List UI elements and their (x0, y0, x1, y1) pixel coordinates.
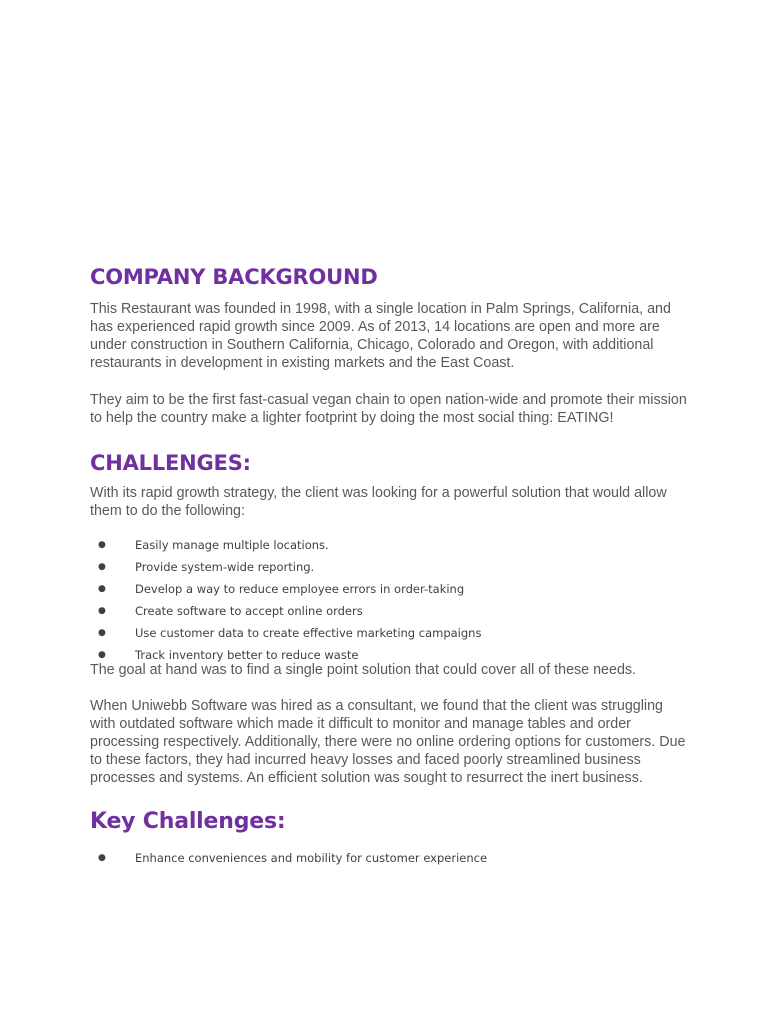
company-background-heading: COMPANY BACKGROUND (90, 265, 378, 289)
bullet-icon: ● (98, 606, 106, 616)
challenges-list (90, 534, 690, 666)
list-item (90, 578, 690, 600)
list-item (90, 644, 690, 666)
bullet-icon: ● (98, 853, 106, 863)
company-background-paragraph-2: They aim to be the first fast-casual vegan chain to open nation-wide and promote their mission to help the country make a lighter footprint by doing the most social thing: EATING! (90, 392, 687, 426)
list-item-text: Use customer data to create effective marketing campaigns (135, 626, 482, 640)
list-item (90, 847, 690, 869)
company-background-paragraph-1: This Restaurant was founded in 1998, with a single location in Palm Springs, California, and has experienced rapid growth since 2009. As of 2013, 14 locations are open and more are under construction in Southern California, Chicago, Colorado and Oregon, with additional restaurants in development in existing markets and the East Coast. (90, 301, 671, 371)
list-item-text: Enhance conveniences and mobility for customer experience (135, 851, 488, 865)
list-item-text: Easily manage multiple locations. (135, 538, 329, 552)
list-item (90, 622, 690, 644)
bullet-icon: ● (98, 562, 106, 572)
list-item (90, 600, 690, 622)
challenges-heading: CHALLENGES: (90, 451, 251, 475)
bullet-icon: ● (98, 584, 106, 594)
goal-paragraph: The goal at hand was to find a single point solution that could cover all of these needs. (90, 662, 637, 678)
list-item-text: Create software to accept online orders (135, 604, 363, 618)
bullet-icon: ● (98, 650, 106, 660)
list-item-text: Develop a way to reduce employee errors in order-taking (135, 582, 465, 596)
list-item (90, 556, 690, 578)
key-challenges-list (90, 847, 690, 869)
list-item-text: Provide system-wide reporting. (135, 560, 315, 574)
list-item-text: Track inventory better to reduce waste (135, 648, 359, 662)
consultant-paragraph: When Uniwebb Software was hired as a consultant, we found that the client was struggling with outdated software which made it difficult to monitor and manage tables and order processing respectively. Additionally, there were no online ordering options for customers. Due to these factors, they had incurred heavy losses and faced poorly streamlined business processes and systems. An efficient solution was sought to resurrect the inert business. (90, 698, 686, 786)
bullet-icon: ● (98, 540, 106, 550)
list-item (90, 534, 690, 556)
document-page (90, 262, 690, 869)
bullet-icon: ● (98, 628, 106, 638)
challenges-intro: With its rapid growth strategy, the client was looking for a powerful solution that would allow them to do the following: (90, 485, 667, 519)
key-challenges-heading: Key Challenges: (90, 809, 286, 834)
